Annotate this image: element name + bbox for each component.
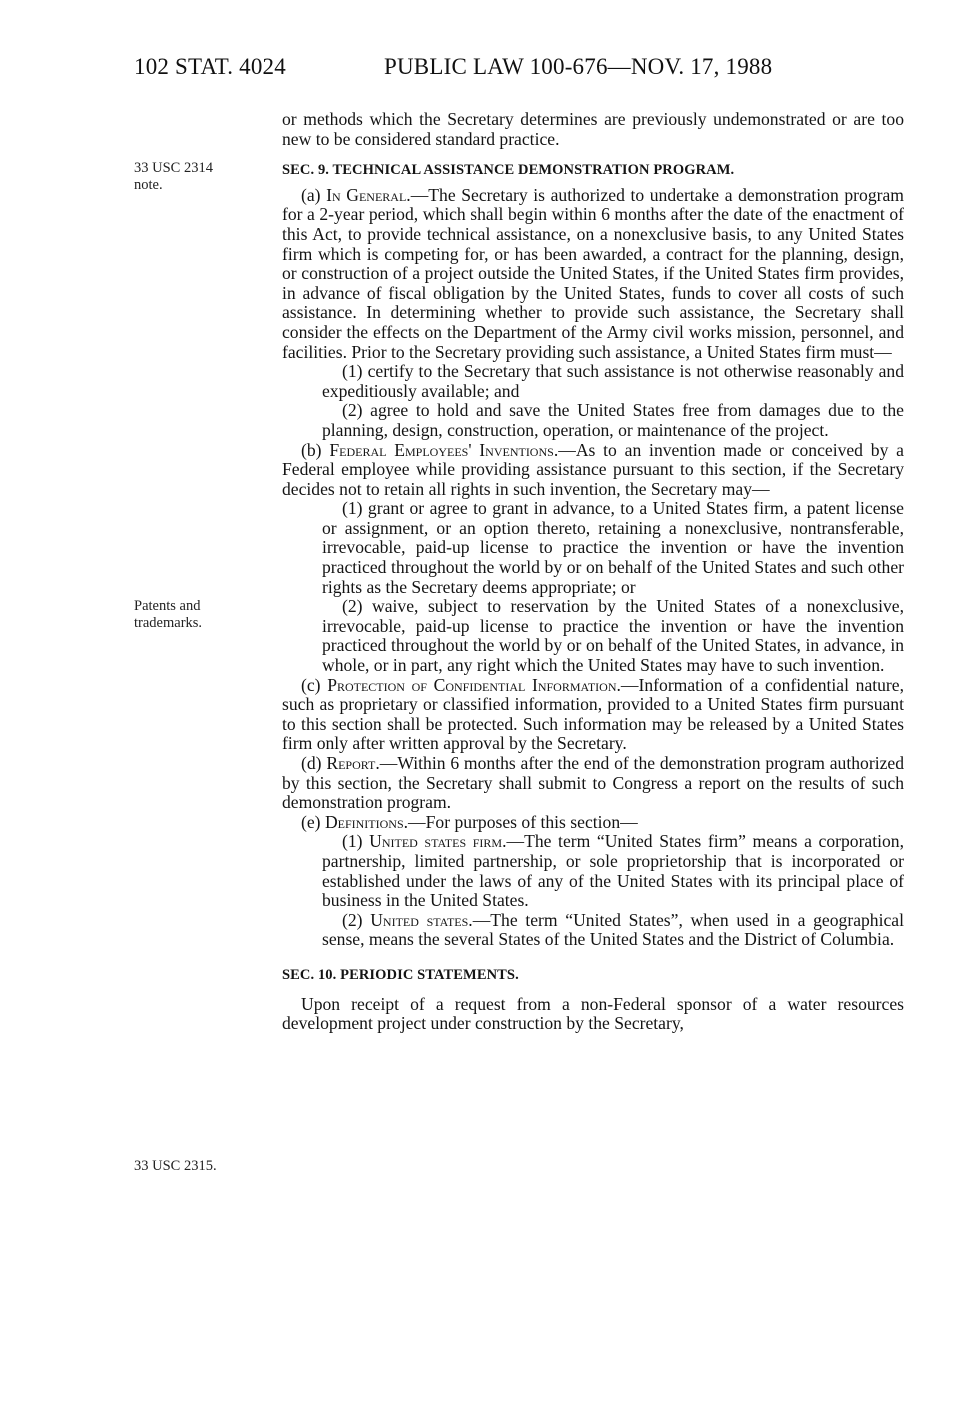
subsection-e: (e) Definitions.—For purposes of this section— <box>301 811 638 832</box>
subsection-b: (b) Federal Employees' Inventions.—As to an invention made or conceived by a Federal employee while providing assistance pursuant to this section, if the Secretary decides not to retain all rights in such invention, the Secretary may— <box>282 439 904 499</box>
section-10-paragraph: Upon receipt of a request from a non-Federal sponsor of a water resources development project under construction by the Secretary, <box>282 993 904 1034</box>
continued-paragraph: or methods which the Secretary determines are previously undemonstrated or are too new to be considered standard practice. <box>282 109 904 149</box>
subsection-c: (c) Protection of Confidential Information.—Information of a confidential nature, such as proprietary or classified information, provided to a United States firm pursuant to this section shall be protected. Such information may be released by a United States firm only after written approval by the Secretary. <box>282 674 904 754</box>
subsection-d: (d) Report.—Within 6 months after the end of the demonstration program authorized by this section, the Secretary shall submit to Congress a report on the results of such demonstration program. <box>282 753 904 813</box>
subsection-a-item-1: (1) certify to the Secretary that such assistance is not otherwise reasonably and expeditiously available; and <box>322 361 904 401</box>
section-10-heading: SEC. 10. PERIODIC STATEMENTS. <box>282 966 519 983</box>
subsection-a-item-2: (2) agree to hold and save the United States free from damages due to the planning, design, construction, operation, or maintenance of the project. <box>322 400 904 440</box>
margin-note-patents: Patents and trademarks. <box>134 598 203 631</box>
subsection-e-title: Definitions. <box>324 811 409 832</box>
subsection-e-item-1: (1) United states firm.—The term “United States firm” means a corporation, partnership, limited partnership, or sole proprietorship that is incorporated or established under the laws of any of the United States with its principal place of business in the United States. <box>322 831 905 911</box>
subsection-d-title: Report. <box>326 753 380 773</box>
margin-note-sec10-citation: 33 USC 2315. <box>134 1158 217 1174</box>
main-text-block <box>282 110 904 1034</box>
subsection-c-title: Protection of Confidential Information. <box>327 674 621 695</box>
margin-note-sec9-citation: 33 USC 2314 note. <box>134 160 213 193</box>
definition-united-states-firm-title: United states firm. <box>369 831 507 852</box>
subsection-b-item-1: (1) grant or agree to grant in advance, to a United States firm, a patent license or assignment, or an option thereto, retaining a nonexclusive, nontransferable, irrevocable, paid-up license to practice the invention or have the invention practiced throughout the world by or on behalf of the United States and such other rights as the Secretary deems appropriate; or <box>322 498 904 597</box>
subsection-a-title: In General. <box>326 184 411 205</box>
subsection-b-title: Federal Employees' Inventions. <box>329 439 559 460</box>
statute-page-number: 102 STAT. 4024 <box>134 54 286 79</box>
definition-united-states-title: United states. <box>370 909 473 930</box>
subsection-e-item-2: (2) United states.—The term “United States”, when used in a geographical sense, means the several States of the United States and the District of Columbia. <box>322 909 904 950</box>
running-header-title: PUBLIC LAW 100-676—NOV. 17, 1988 <box>384 54 773 79</box>
section-9-heading: SEC. 9. TECHNICAL ASSISTANCE DEMONSTRATION PROGRAM. <box>282 162 735 179</box>
subsection-b-item-2: (2) waive, subject to reservation by the United States of a nonexclusive, irrevocable, paid-up license to practice the invention or have the invention practiced throughout the world by or on behalf of the United States, in advance, in whole, or in part, any right which the United States may have to such invention. <box>322 596 904 676</box>
subsection-a: (a) In General.—The Secretary is authorized to undertake a demonstration program for a 2-year period, which shall begin within 6 months after the date of the enactment of this Act, to provide technical assistance, on a nonexclusive basis, to any United States firm which is competing for, or has been awarded, a contract for the planning, design, or construction of a project outside the United States, if the United States firm provides, in advance of fiscal obligation by the United States, funds to cover all costs of such assistance. In determining whether to provide such assistance, the Secretary shall consider the effects on the Department of the Army civil works mission, personnel, and facilities. Prior to the Secretary providing such assistance, a United States firm must— <box>282 184 904 362</box>
